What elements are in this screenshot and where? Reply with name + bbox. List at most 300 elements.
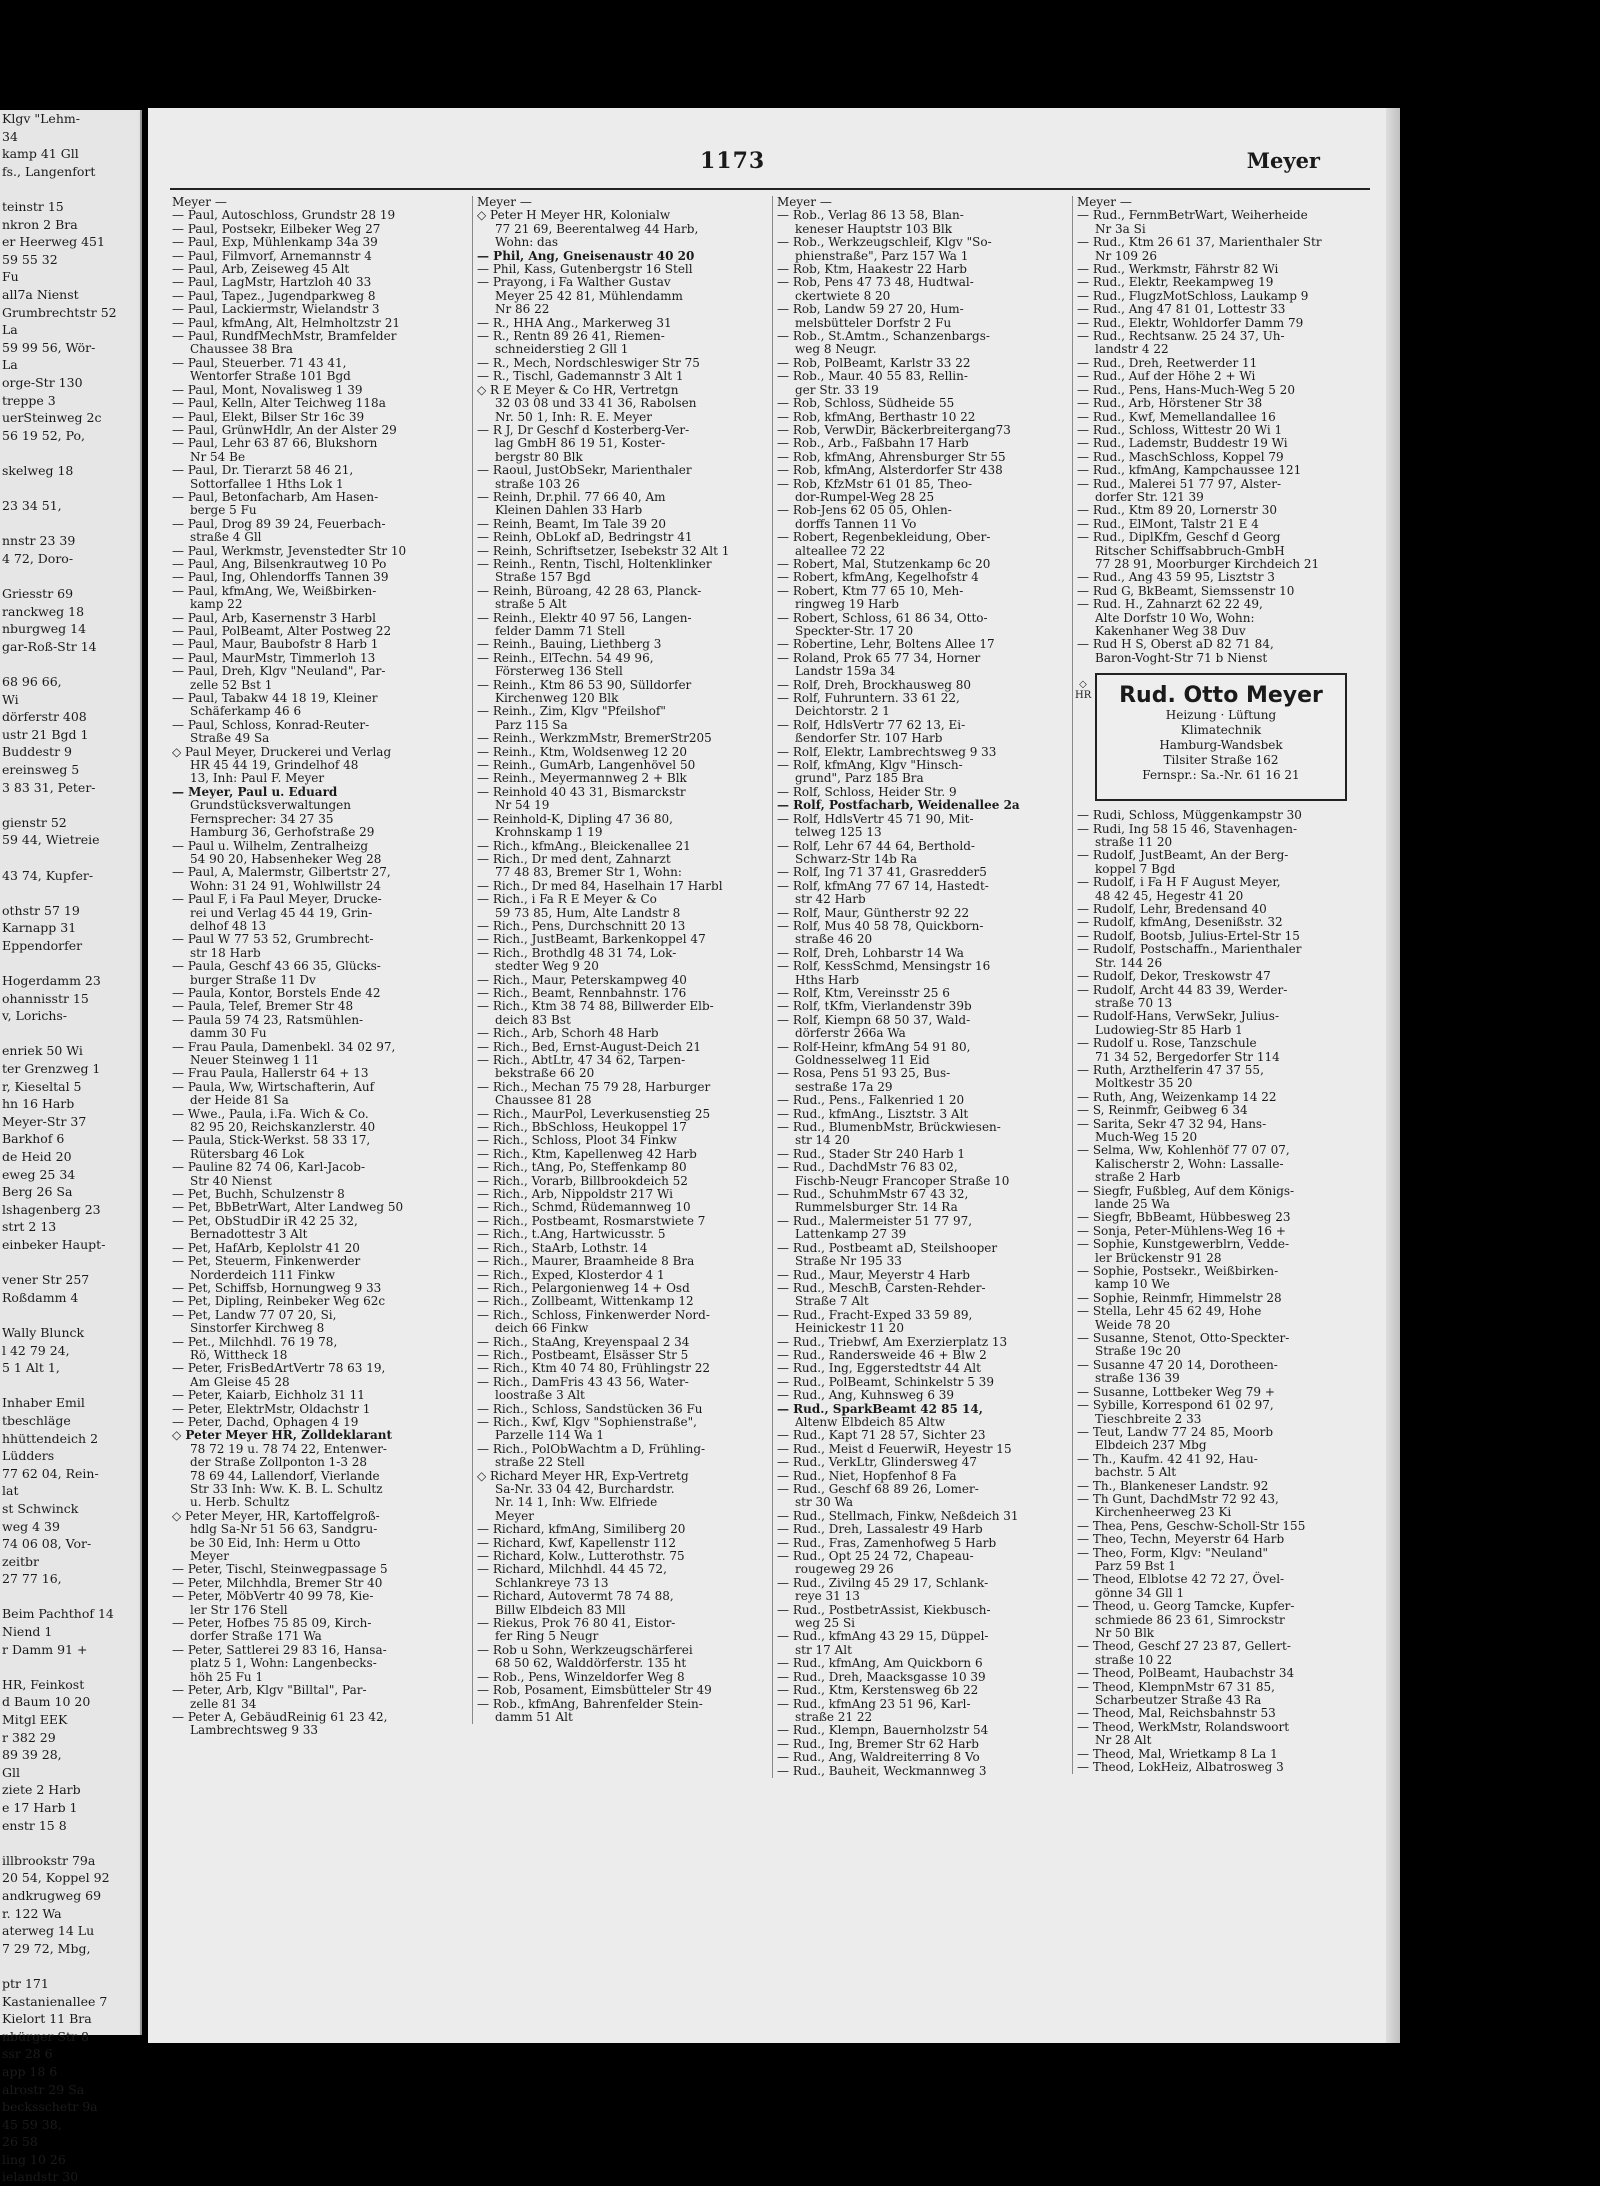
directory-entry: — Rich., StaArb, Lothstr. 14	[477, 1240, 648, 1255]
directory-entry: — Rob, Ktm, Haakestr 22 Harb	[777, 262, 967, 277]
directory-entry: Wohn: das	[495, 235, 559, 250]
directory-entry: — Rudi, Schloss, Müggenkampstr 30	[1077, 808, 1302, 823]
directory-entry: Parz 115 Sa	[495, 717, 568, 732]
directory-entry: Parz 59 Bst 1	[1095, 1558, 1176, 1573]
facing-page-line: enstr 15 8	[2, 1817, 67, 1833]
directory-entry: — Rob, kfmAng, Berthastr 10 22	[777, 409, 976, 424]
directory-entry: — Rudi, Ing 58 15 46, Stavenhagen-	[1077, 821, 1298, 836]
directory-entry: — Richard, Milchhdl. 44 45 72,	[477, 1562, 667, 1577]
directory-entry: — Theod, WerkMstr, Rolandswoort	[1077, 1719, 1290, 1734]
directory-entry: — Rud., Arb, Hörstener Str 38	[1077, 396, 1263, 411]
directory-entry: — Sonja, Peter-Mühlens-Weg 16 +	[1077, 1223, 1286, 1238]
directory-entry: 59 73 85, Hum, Alte Landstr 8	[495, 905, 681, 920]
directory-entry: — Theo, Techn, Meyerstr 64 Harb	[1077, 1532, 1285, 1547]
directory-entry: — Rich., PolObWachtm a D, Frühling-	[477, 1441, 706, 1456]
directory-entry: — Rolf, Fuhruntern. 33 61 22,	[777, 691, 960, 706]
directory-entry: — Paul, Mont, Novalisweg 1 39	[172, 382, 363, 397]
directory-entry: — Reinh., Ktm 86 53 90, Sülldorfer	[477, 677, 692, 692]
facing-page-line: ssr 28 6	[2, 2046, 53, 2062]
directory-entry: — Paula, Kontor, Borstels Ende 42	[172, 985, 381, 1000]
directory-entry: delhof 48 13	[190, 918, 267, 933]
directory-entry: — Paul, Exp, Mühlenkamp 34a 39	[172, 235, 378, 250]
directory-entry: — Rolf, Ktm, Vereinsstr 25 6	[777, 985, 950, 1000]
directory-entry: — Rud., Dreh, Maacksgasse 10 39	[777, 1669, 986, 1684]
directory-entry: — Rob, Posament, Eimsbütteler Str 49	[477, 1683, 712, 1698]
directory-entry: Heinickestr 11 20	[795, 1321, 904, 1336]
directory-entry: — Rud. H., Zahnarzt 62 22 49,	[1077, 597, 1263, 612]
directory-entry: — S, Reinmfr, Geibweg 6 34	[1077, 1103, 1248, 1118]
directory-entry: — Paul, PolBeamt, Alter Postweg 22	[172, 624, 392, 638]
directory-entry: — Paul, Filmvorf, Arnemannstr 4	[172, 248, 372, 263]
directory-entry: straße 11 20	[1095, 835, 1173, 850]
directory-entry: — Peter, Kaiarb, Eichholz 31 11	[172, 1388, 365, 1403]
directory-entry: str 14 20	[795, 1133, 850, 1148]
facing-page-line: othstr 57 19	[2, 902, 80, 918]
directory-entry: — Rich., Brothdlg 48 31 74, Lok-	[477, 945, 677, 960]
directory-entry: — Paul, RundfMechMstr, Bramfelder	[172, 329, 397, 344]
directory-entry: — Rich., Maur, Peterskampweg 40	[477, 972, 687, 987]
directory-entry: — Pet, ObStudDir iR 42 25 32,	[172, 1213, 358, 1228]
directory-entry: — Th., Blankeneser Landstr. 92	[1077, 1478, 1269, 1493]
directory-entry: — Pet., Milchhdl. 76 19 78,	[172, 1334, 338, 1349]
directory-entry: — Rud., Schloss, Wittestr 20 Wi 1	[1077, 422, 1283, 437]
ad-marker: ◇ HR	[1075, 679, 1092, 702]
facing-page-line: lat	[2, 1483, 19, 1499]
directory-entry: — Rolf, kfmAng, Klgv "Hinsch-	[777, 758, 963, 773]
directory-entry: — Peter, MöbVertr 40 99 78, Kie-	[172, 1589, 374, 1604]
directory-entry: — Rich., Arb, Schorh 48 Harb	[477, 1026, 659, 1041]
directory-entry: straße 46 20	[795, 932, 873, 947]
running-head: Meyer	[1246, 148, 1320, 173]
directory-entry: Elbdeich 237 Mbg	[1095, 1438, 1207, 1453]
facing-page-line: uerSteinweg 2c	[2, 410, 102, 426]
directory-entry: Straße Nr 195 33	[795, 1254, 902, 1269]
facing-page-line: l 42 79 24,	[2, 1342, 70, 1358]
directory-entry: straße 70 13	[1095, 995, 1173, 1010]
directory-entry: — Rud., kfmAng 23 51 96, Karl-	[777, 1696, 971, 1711]
facing-page-line: ling 10 26	[2, 2151, 66, 2167]
directory-entry: Scharbeutzer Straße 43 Ra	[1095, 1693, 1262, 1708]
directory-entry: — Paul, GrünwHdlr, An der Alster 29	[172, 422, 397, 437]
facing-page-line: 68 96 66,	[2, 674, 62, 689]
directory-entry: — Rud., Lademstr, Buddestr 19 Wi	[1077, 436, 1288, 451]
directory-entry: Neuer Steinweg 1 11	[190, 1053, 320, 1067]
facing-page-line: alrostr 29 Sa	[2, 2081, 85, 2097]
directory-entry: weg 8 Neugr.	[795, 342, 877, 357]
directory-entry: koppel 7 Bgd	[1095, 861, 1176, 876]
directory-entry: — Rich., Ktm 38 74 88, Billwerder Elb-	[477, 999, 714, 1014]
directory-entry: telweg 125 13	[795, 825, 882, 840]
directory-entry: 82 95 20, Reichskanzlerstr. 40	[190, 1120, 376, 1135]
directory-entry: be 30 Eid, Inh: Herm u Otto	[190, 1535, 361, 1550]
directory-entry: Chaussee 81 28	[495, 1093, 592, 1108]
facing-page-line: Beim Pachthof 14	[2, 1606, 114, 1622]
directory-entry: Ritscher Schiffsabbruch-GmbH	[1095, 543, 1285, 558]
directory-entry: Nr. 50 1, Inh: R. E. Meyer	[495, 409, 653, 424]
directory-entry: — Rudolf, Postschaffn., Marienthaler	[1077, 942, 1302, 957]
directory-entry: — Rich., Schloss, Ploot 34 Finkw	[477, 1133, 677, 1148]
column-2	[472, 196, 769, 1724]
directory-entry: — Rich., Ktm, Kapellenweg 42 Harb	[477, 1146, 697, 1161]
facing-page-line	[0, 1658, 140, 1676]
directory-entry: keneser Hauptstr 103 Blk	[795, 221, 953, 236]
directory-entry: — Wwe., Paula, i.Fa. Wich & Co.	[172, 1106, 369, 1121]
directory-entry: hdlg Sa-Nr 51 56 63, Sandgru-	[190, 1522, 378, 1537]
directory-entry: zelle 52 Bst 1	[190, 677, 273, 692]
directory-entry: — Rud., Pens., Falkenried 1 20	[777, 1093, 965, 1108]
directory-entry: alteallee 72 22	[795, 543, 886, 558]
directory-entry: — Rud., Triebwf, Am Exerzierplatz 13	[777, 1334, 1008, 1349]
directory-entry: — Peter, ElektrMstr, Oldachstr 1	[172, 1401, 371, 1416]
directory-entry: — Rud., Zivilng 45 29 17, Schlank-	[777, 1575, 989, 1590]
facing-page-line: Niend 1	[2, 1624, 53, 1640]
directory-entry: — Robertine, Lehr, Boltens Allee 17	[777, 637, 995, 652]
directory-entry: — Paul, Arb, Zeiseweg 45 Alt	[172, 262, 350, 277]
directory-entry: der Straße Zollponton 1-3 28	[190, 1455, 368, 1470]
directory-entry: — Peter, Milchhdla, Bremer Str 40	[172, 1575, 383, 1590]
directory-entry: — Rud., Stader Str 240 Harb 1	[777, 1146, 966, 1161]
directory-entry: — Paul, Werkmstr, Jevenstedter Str 10	[172, 543, 407, 558]
facing-page-line: de Heid 20	[2, 1149, 72, 1165]
facing-page-line: Fu	[2, 269, 19, 285]
directory-entry: — Rud., Meist d FeuerwiR, Heyestr 15	[777, 1441, 1012, 1456]
directory-entry: landstr 4 22	[1095, 342, 1169, 357]
facing-page-line: 20 54, Koppel 92	[2, 1870, 110, 1886]
directory-entry: Grundstücksverwaltungen	[190, 798, 351, 813]
facing-page-line: ustr 21 Bgd 1	[2, 726, 89, 742]
directory-entry: — Rudolf, i Fa H F August Meyer,	[1077, 875, 1281, 890]
directory-entry: 78 69 44, Lallendorf, Vierlande	[190, 1468, 380, 1483]
directory-entry: lande 25 Wa	[1095, 1197, 1170, 1211]
facing-page-line	[0, 515, 140, 533]
directory-entry: ger Str. 33 19	[795, 382, 879, 397]
facing-page-line: r Damm 91 +	[2, 1641, 88, 1657]
directory-entry: — Robert, Schloss, 61 86 34, Otto-	[777, 610, 988, 625]
directory-entry: zelle 81 34	[190, 1696, 257, 1711]
column-3	[772, 196, 1069, 1778]
directory-entry: — Rich., Zollbeamt, Wittenkamp 12	[477, 1294, 694, 1309]
directory-entry: — Pet, BbBetrWart, Alter Landweg 50	[172, 1200, 404, 1215]
directory-entry: — Robert, Mal, Stutzenkamp 6c 20	[777, 556, 991, 571]
directory-entry: — Paul, Tabakw 44 18 19, Kleiner	[172, 691, 378, 706]
directory-entry: — Paul, Schloss, Konrad-Reuter-	[172, 717, 370, 732]
directory-entry: — Paul, Elekt, Bilser Str 16c 39	[172, 409, 365, 424]
facing-page-line: ptr 171	[2, 1975, 49, 1991]
directory-entry: — Rolf, Maur, Güntherstr 92 22	[777, 905, 970, 920]
facing-page-line: 45 59 38,	[2, 2116, 62, 2132]
directory-entry: — Rich., Vorarb, Billbrookdeich 52	[477, 1173, 688, 1188]
directory-entry: Fernsprecher: 34 27 35	[190, 811, 334, 826]
facing-page-line: 5 1 Alt 1,	[2, 1360, 60, 1376]
directory-entry: — Rich., DamFris 43 43 56, Water-	[477, 1374, 689, 1389]
directory-entry: — Rolf-Heinr, kfmAng 54 91 80,	[777, 1039, 971, 1054]
directory-entry: — Paul u. Wilhelm, Zentralheizg	[172, 838, 369, 853]
directory-entry: Sottorfallee 1 Hths Lok 1	[190, 476, 344, 491]
directory-entry: — Paula, Ww, Wirtschafterin, Auf	[172, 1079, 375, 1094]
directory-entry: Str 33 Inh: Ww. K. B. L. Schultz	[190, 1482, 383, 1496]
facing-page-line: ohannisstr 15	[2, 990, 89, 1006]
facing-page-line: Griesstr 69	[2, 586, 74, 602]
directory-entry: kamp 10 We	[1095, 1277, 1170, 1292]
directory-entry: — Rob., Verlag 86 13 58, Blan-	[777, 208, 964, 223]
directory-entry: — Peter, Sattlerei 29 83 16, Hansa-	[172, 1642, 387, 1657]
facing-page-line: ereinsweg 5	[2, 761, 80, 777]
directory-entry: Str. 144 26	[1095, 955, 1163, 970]
directory-entry: Nr 86 22	[495, 302, 550, 317]
directory-entry: — Rob, kfmAng, Alsterdorfer Str 438	[777, 463, 1003, 478]
directory-entry: Straße 49 Sa	[190, 731, 270, 746]
facing-page-line: r, Kieseltal 5	[2, 1078, 82, 1094]
directory-entry: — Rud., FlugzMotSchloss, Laukamp 9	[1077, 288, 1309, 303]
directory-entry: — Theod, PolBeamt, Haubachstr 34	[1077, 1666, 1295, 1681]
directory-entry: — Rich., tAng, Po, Steffenkamp 80	[477, 1160, 687, 1175]
directory-entry: — Rud., Klempn, Bauernholzstr 54	[777, 1723, 989, 1738]
directory-entry: bachstr. 5 Alt	[1095, 1465, 1177, 1480]
directory-entry: — Rolf, Dreh, Brockhausweg 80	[777, 677, 972, 692]
directory-entry: — Susanne 47 20 14, Dorotheen-	[1077, 1357, 1278, 1372]
directory-entry: reye 31 13	[795, 1589, 860, 1604]
directory-entry: 54 90 20, Habsenheker Weg 28	[190, 851, 382, 866]
directory-entry: — Rud., Ang 43 59 95, Lisztstr 3	[1077, 570, 1275, 585]
directory-entry: — Reinh, Büroang, 42 28 63, Planck-	[477, 583, 702, 598]
ad-text-line: Heizung · Lüftung	[1165, 708, 1277, 723]
directory-entry: — Raoul, JustObSekr, Marienthaler	[477, 463, 692, 478]
advertisement-box	[1075, 673, 1347, 801]
facing-page-fragment	[0, 110, 142, 2185]
facing-page-line: Barkhof 6	[2, 1131, 65, 1147]
directory-entry: — Richard, Autovermt 78 74 88,	[477, 1589, 674, 1604]
directory-entry: — Ruth, Arzthelferin 47 37 55,	[1077, 1062, 1264, 1077]
directory-entry: — Paula 59 74 23, Ratsmühlen-	[172, 1012, 364, 1027]
ad-text-line: Fernspr.: Sa.-Nr. 61 16 21	[1142, 768, 1300, 783]
directory-entry: — Siegfr, Fußbleg, Auf dem Königs-	[1077, 1183, 1295, 1198]
directory-entry: straße 10 22	[1095, 1652, 1173, 1667]
directory-entry: Meyer	[190, 1549, 230, 1564]
directory-entry: — Paul, Ing, Ohlendorffs Tannen 39	[172, 570, 389, 585]
directory-entry: — Sophie, Postsekr., Weißbirken-	[1077, 1264, 1279, 1279]
page-number: 1173	[700, 148, 766, 174]
directory-entry: Rummelsburger Str. 14 Ra	[795, 1200, 958, 1215]
facing-page-line: enriek 50 Wi	[2, 1043, 83, 1059]
directory-entry: — Paul, kfmAng, We, Weißbirken-	[172, 583, 377, 598]
facing-page-line: 59 99 56, Wör-	[2, 339, 96, 355]
directory-entry: — Rob., kfmAng, Bahrenfelder Stein-	[477, 1696, 703, 1711]
directory-entry: — Rich., Maurer, Braamheide 8 Bra	[477, 1254, 695, 1269]
directory-entry: Kakenhaner Weg 38 Duv	[1095, 624, 1246, 638]
directory-entry: — Rich., Postbeamt, Elsässer Str 5	[477, 1347, 689, 1362]
facing-page-line: nnstr 23 39	[2, 533, 76, 549]
facing-page-line: Buddestr 9	[2, 744, 72, 760]
directory-entry: damm 51 Alt	[495, 1709, 573, 1724]
facing-page-line: 7 29 72, Mbg,	[2, 1940, 91, 1956]
directory-entry: — Rich., Exped, Klosterdor 4 1	[477, 1267, 665, 1282]
directory-entry: — Rob u Sohn, Werkzeugschärferei	[477, 1642, 693, 1657]
directory-entry: — Ruth, Ang, Weizenkamp 14 22	[1077, 1089, 1277, 1104]
facing-page-line: 74 06 08, Vor-	[2, 1536, 92, 1552]
directory-entry: — Rud., MeschB, Carsten-Rehder-	[777, 1280, 986, 1295]
directory-entry: — Rich., Pens, Durchschnitt 20 13	[477, 918, 686, 933]
facing-page-line	[0, 849, 140, 867]
directory-entry: — Rud., Malerei 51 77 97, Alster-	[1077, 476, 1282, 491]
directory-entry: — Theod, u. Georg Tamcke, Kupfer-	[1077, 1599, 1295, 1614]
directory-entry: — Rud., Ang, Kuhnsweg 6 39	[777, 1388, 955, 1403]
directory-entry: — Rich., Bed, Ernst-August-Deich 21	[477, 1039, 702, 1054]
directory-entry: Ludowieg-Str 85 Harb 1	[1095, 1022, 1243, 1037]
facing-page-line	[0, 1834, 140, 1852]
directory-entry: Tieschbreite 2 33	[1095, 1411, 1202, 1426]
directory-entry: Rütersbarg 46 Lok	[190, 1146, 305, 1161]
directory-entry: Moltkestr 35 20	[1095, 1076, 1193, 1091]
directory-entry: Kalischerstr 2, Wohn: Lassalle-	[1095, 1156, 1284, 1171]
directory-entry: — Theod, Mal, Wrietkamp 8 La 1	[1077, 1746, 1278, 1761]
directory-entry: Schwarz-Str 14b Ra	[795, 851, 918, 866]
facing-page-line: skelweg 18	[2, 462, 74, 478]
directory-entry: — Teut, Landw 77 24 85, Moorb	[1077, 1424, 1274, 1439]
directory-entry: ringweg 19 Harb	[795, 597, 899, 612]
directory-entry: ler Str 176 Stell	[190, 1602, 288, 1617]
directory-entry: — Robert, Ktm 77 65 10, Meh-	[777, 583, 964, 598]
directory-entry: Sinstorfer Kirchweg 8	[190, 1321, 325, 1336]
directory-entry: — Rolf, Postfacharb, Weidenallee 2a	[777, 798, 1020, 813]
directory-entry: — Reinh, Schriftsetzer, Isebekstr 32 Alt 1	[477, 543, 730, 558]
directory-entry: fer Ring 5 Neugr	[495, 1629, 599, 1644]
column-heading: Meyer —	[172, 195, 227, 209]
directory-entry: — Rud G, BkBeamt, Siemssenstr 10	[1077, 583, 1295, 598]
directory-entry: — Rud., Dreh, Reetwerder 11	[1077, 355, 1258, 370]
directory-entry: — Rud., Pens, Hans-Much-Weg 5 20	[1077, 382, 1295, 397]
directory-entry: Str 40 Nienst	[190, 1173, 272, 1188]
directory-entry: — Paul, A, Malermstr, Gilbertstr 27,	[172, 865, 391, 880]
directory-entry: — Paul, Dr. Tierarzt 58 46 21,	[172, 463, 354, 478]
directory-entry: — Paula, Geschf 43 66 35, Glücks-	[172, 959, 381, 974]
directory-entry: ßendorfer Str. 107 Harb	[795, 731, 943, 746]
directory-entry: berge 5 Fu	[190, 503, 257, 518]
directory-entry: 68 50 62, Walddörferstr. 135 ht	[495, 1656, 687, 1671]
directory-entry: — Reinh, Beamt, Im Tale 39 20	[477, 516, 667, 531]
facing-page-line: 43 74, Kupfer-	[2, 867, 94, 883]
facing-page-line	[0, 796, 140, 814]
directory-entry: — R., Tischl, Gademannstr 3 Alt 1	[477, 369, 684, 384]
directory-entry: sestraße 17a 29	[795, 1079, 893, 1094]
directory-entry: — Paul W 77 53 52, Grumbrecht-	[172, 932, 374, 947]
directory-entry: str 42 Harb	[795, 892, 866, 907]
facing-page-line: Meyer-Str 37	[2, 1113, 87, 1129]
directory-entry: — Rud., Werkmstr, Fährstr 82 Wi	[1077, 262, 1279, 277]
directory-entry: — Sarita, Sekr 47 32 94, Hans-	[1077, 1116, 1267, 1131]
directory-entry: str 17 Alt	[795, 1642, 852, 1657]
facing-page-line: gar-Roß-Str 14	[2, 638, 97, 654]
directory-entry: — Rud., BlumenbMstr, Brückwiesen-	[777, 1120, 1001, 1135]
facing-page-line	[0, 1025, 140, 1043]
facing-page-line	[0, 567, 140, 585]
directory-entry: platz 5 1, Wohn: Langenbecks-	[190, 1656, 377, 1671]
facing-page-line: hhüttendeich 2	[2, 1430, 99, 1446]
directory-entry: — Rud., Opt 25 24 72, Chapeau-	[777, 1549, 974, 1564]
directory-entry: Straße 19c 20	[1095, 1344, 1181, 1359]
directory-entry: — Paul, Ang, Bilsenkrautweg 10 Po	[172, 556, 387, 571]
facing-page-line: Karnapp 31	[2, 920, 77, 936]
facing-page-line: Wi	[2, 691, 19, 707]
facing-page-line	[0, 655, 140, 673]
directory-entry: — Rich., Mechan 75 79 28, Harburger	[477, 1079, 711, 1094]
directory-entry: — Rudolf, Dekor, Treskowstr 47	[1077, 969, 1271, 984]
directory-entry: stedter Weg 9 20	[495, 959, 599, 974]
directory-entry: — Siegfr, BbBeamt, Hübbesweg 23	[1077, 1210, 1291, 1225]
directory-entry: — Rob, PolBeamt, Karlstr 33 22	[777, 355, 971, 370]
directory-entry: — Rud., Ing, Eggerstedtstr 44 Alt	[777, 1361, 981, 1376]
directory-entry: burger Straße 11 Dv	[190, 972, 316, 987]
directory-entry: — Pauline 82 74 06, Karl-Jacob-	[172, 1160, 366, 1175]
directory-entry: — Frau Paula, Damenbekl. 34 02 97,	[172, 1039, 396, 1054]
directory-entry: — Paul, Tapez., Jugendparkweg 8	[172, 288, 376, 303]
directory-entry: — Reinh., GumArb, Langenhövel 50	[477, 758, 696, 773]
facing-page-line: eweg 25 34	[2, 1166, 76, 1182]
directory-entry: — Th., Kaufm. 42 41 92, Hau-	[1077, 1451, 1258, 1466]
directory-entry: dorfer Straße 171 Wa	[190, 1629, 322, 1644]
directory-entry: — Rich., Pelargonienweg 14 + Osd	[477, 1280, 690, 1295]
directory-entry: — Rud., Ang 47 81 01, Lottestr 33	[1077, 302, 1286, 317]
directory-entry: — Rolf, Dreh, Lohbarstr 14 Wa	[777, 945, 964, 960]
directory-entry: — Meyer, Paul u. Eduard	[172, 784, 338, 799]
directory-entry: — Rudolf u. Rose, Tanzschule	[1077, 1036, 1257, 1051]
directory-entry: deich 66 Finkw	[495, 1321, 589, 1336]
directory-entry: — Paul, Steuerber. 71 43 41,	[172, 355, 347, 370]
directory-entry: — Rud., kfmAng, Kampchaussee 121	[1077, 463, 1302, 478]
directory-entry: dorfer Str. 121 39	[1095, 489, 1204, 504]
directory-entry: — Rolf, tKfm, Vierlandenstr 39b	[777, 999, 972, 1014]
directory-entry: — Rud., FernmBetrWart, Weiherheide	[1077, 208, 1308, 223]
directory-entry: — Paul, Arb, Kasernenstr 3 Harbl	[172, 610, 376, 625]
directory-entry: — Rud., Ang, Waldreiterring 8 Vo	[777, 1750, 980, 1765]
directory-entry: lag GmbH 86 19 51, Koster-	[495, 436, 666, 451]
directory-entry: — Rudolf, Archt 44 83 39, Werder-	[1077, 982, 1288, 997]
directory-entry: Försterweg 136 Stell	[495, 664, 623, 679]
directory-entry: 71 34 52, Bergedorfer Str 114	[1095, 1049, 1280, 1064]
directory-entry: — Phil, Kass, Gutenbergstr 16 Stell	[477, 262, 693, 277]
directory-entry: Weide 78 20	[1095, 1317, 1171, 1332]
directory-entry: — Thea, Pens, Geschw-Scholl-Str 155	[1077, 1518, 1306, 1533]
directory-entry: Much-Weg 15 20	[1095, 1129, 1198, 1144]
directory-entry: — Pet, HafArb, Keplolstr 41 20	[172, 1240, 360, 1255]
directory-entry: — Rud., Elektr, Wohldorfer Damm 79	[1077, 315, 1304, 330]
ad-text-line: Klimatechnik	[1180, 723, 1262, 738]
directory-entry: ◇ Paul Meyer, Druckerei und Verlag	[172, 744, 392, 759]
directory-entry: — Th Gunt, DachdMstr 72 92 43,	[1077, 1491, 1279, 1506]
directory-entry: — Paul, Dreh, Klgv "Neuland", Par-	[172, 664, 386, 679]
facing-page-line: gienstr 52	[2, 814, 67, 830]
directory-entry: — Rud., Elektr, Reekampweg 19	[1077, 275, 1274, 290]
directory-entry: — Rud., Randersweide 46 + Blw 2	[777, 1347, 987, 1362]
directory-entry: — Rud., VerkLtr, Glindersweg 47	[777, 1455, 978, 1470]
directory-entry: — Rob, kfmAng, Ahrensburger Str 55	[777, 449, 1006, 464]
directory-entry: straße 21 22	[795, 1709, 873, 1724]
directory-entry: Alte Dorfstr 10 Wo, Wohn:	[1095, 610, 1255, 625]
facing-page-line: andkrugweg 69	[2, 1887, 102, 1903]
facing-page-line: 56 19 52, Po,	[2, 427, 86, 443]
directory-entry: — Rolf, Ing 71 37 41, Grasredder5	[777, 865, 987, 880]
directory-entry: gönne 34 Gll 1	[1095, 1585, 1185, 1600]
directory-entry: Kirchenheerweg 23 Ki	[1095, 1505, 1232, 1520]
directory-entry: straße 5 Alt	[495, 597, 567, 612]
directory-entry: 32 03 08 und 33 41 36, Rabolsen	[495, 396, 697, 411]
directory-entry: Goldnesselweg 11 Eid	[795, 1053, 930, 1067]
directory-entry: höh 25 Fu 1	[190, 1669, 264, 1684]
directory-entry: schmiede 86 23 61, Simrockstr	[1095, 1612, 1285, 1627]
directory-entry: — Rob, Schloss, Südheide 55	[777, 396, 955, 411]
directory-entry: — Reinh., Rentn, Tischl, Holtenklinker	[477, 556, 712, 571]
directory-entry: — Sophie, Reinmfr, Himmelstr 28	[1077, 1290, 1282, 1305]
directory-entry: — R., Rentn 89 26 41, Riemen-	[477, 329, 665, 344]
